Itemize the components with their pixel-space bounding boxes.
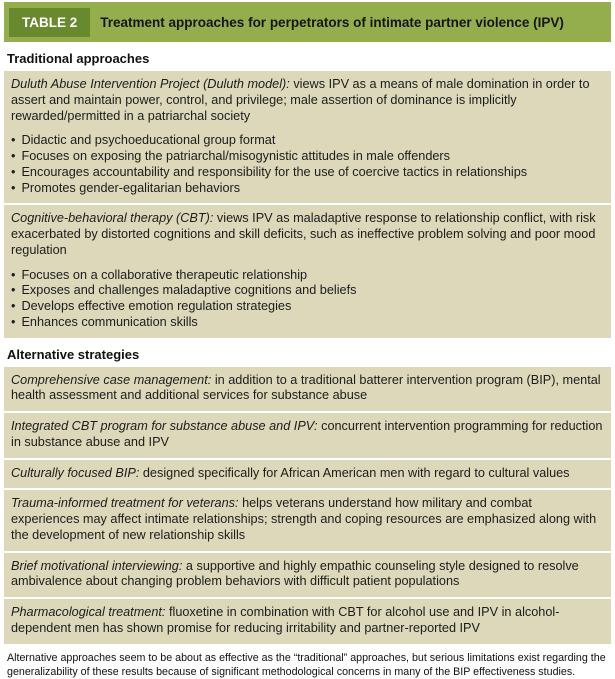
bullet-icon (11, 268, 21, 284)
traditional-rows (4, 71, 611, 338)
alternative-rows (4, 367, 611, 644)
feature-text: Focuses on a collaborative therapeutic relationship (21, 267, 308, 282)
treatment-description (11, 373, 603, 405)
treatment-description (11, 559, 603, 591)
feature-text: Promotes gender-egalitarian behaviors (21, 180, 241, 195)
treatment-name: Comprehensive case management: (11, 372, 212, 387)
treatment-description (11, 605, 603, 637)
feature-item (11, 165, 603, 181)
table-header (4, 2, 611, 42)
bullet-icon (11, 299, 21, 315)
treatment-row-pharmacological (4, 599, 611, 644)
treatment-detail: fluoxetine in combination with CBT for alcohol use and IPV in alcohol-dependent men has shown promise for reducing irritability and partner-reported IPV (11, 605, 560, 635)
feature-list (11, 133, 603, 196)
treatment-row-integrated-cbt (4, 413, 611, 458)
feature-item (11, 268, 603, 284)
feature-text: Develops effective emotion regulation strategies (21, 299, 292, 313)
feature-item (11, 299, 603, 315)
section-traditional (4, 42, 611, 338)
feature-item (11, 283, 603, 299)
treatment-description (11, 211, 603, 258)
treatment-row-motivational-interviewing (4, 553, 611, 598)
treatment-row-duluth (4, 71, 611, 203)
treatment-detail: designed specifically for African American men with regard to cultural values (142, 465, 570, 480)
treatment-name: Culturally focused BIP: (11, 465, 140, 480)
table-title: Treatment approaches for perpetrators of intimate partner violence (IPV) (100, 14, 564, 30)
treatment-name: Integrated CBT program for substance abuse and IPV: (11, 419, 318, 433)
feature-text: Enhances communication skills (21, 314, 198, 329)
treatment-detail: views IPV as a means of male domination in order to assert and maintain power, control, and privilege; male assertion of dominance is implicitly rewarded/permitted in a patriarchal society (11, 77, 590, 123)
bullet-icon (11, 283, 21, 299)
treatment-row-trauma-informed (4, 490, 611, 550)
treatment-detail: concurrent intervention programming for reduction in substance abuse and IPV (11, 419, 603, 449)
section-alternative (4, 338, 611, 644)
feature-text: Focuses on exposing the patriarchal/misogynistic attitudes in male offenders (21, 149, 451, 163)
feature-item (11, 133, 603, 149)
treatment-description (11, 419, 603, 451)
feature-list (11, 268, 603, 331)
treatment-detail: helps veterans understand how military and combat experiences may affect intimate relationships; strength and coping resources are emphasized along with the development of new relationship skills (11, 496, 597, 542)
treatment-detail: views IPV as maladaptive response to relationship conflict, with risk exacerbated by distorted cognitions and skill deficits, such as ineffective problem solving and poor mood regulation (11, 211, 596, 257)
table-number-badge: TABLE 2 (9, 8, 90, 37)
treatment-detail: in addition to a traditional batterer intervention program (BIP), mental health assessment and additional services for substance abuse (11, 372, 601, 403)
feature-item (11, 315, 603, 331)
bullet-icon (11, 181, 21, 197)
treatment-name: Trauma-informed treatment for veterans: (11, 496, 239, 511)
treatment-row-cbt (4, 205, 611, 337)
bullet-icon (11, 149, 21, 165)
bullet-icon (11, 165, 21, 181)
bullet-icon (11, 133, 21, 149)
treatment-name: Duluth Abuse Intervention Project (Duluth model): (11, 77, 290, 91)
feature-item (11, 181, 603, 197)
treatment-name: Pharmacological treatment: (11, 605, 166, 619)
treatment-description (11, 77, 603, 124)
treatment-row-case-management (4, 367, 611, 412)
treatment-description (11, 496, 603, 543)
feature-text: Encourages accountability and responsibility for the use of coercive tactics in relationships (21, 164, 528, 179)
section-heading-traditional: Traditional approaches (7, 51, 150, 66)
feature-text: Didactic and psychoeducational group format (21, 133, 276, 148)
treatment-detail: a supportive and highly empathic counseling style designed to resolve ambivalence about changing problem behaviors with difficult patient populations (11, 558, 579, 589)
treatment-name: Brief motivational interviewing: (11, 558, 183, 573)
bullet-icon (11, 315, 21, 331)
section-heading-alternative: Alternative strategies (7, 346, 140, 362)
feature-item (11, 149, 603, 165)
treatment-description (11, 466, 603, 482)
treatment-row-culturally-focused (4, 460, 611, 489)
feature-text: Exposes and challenges maladaptive cognitions and beliefs (21, 283, 357, 298)
table-footnote: Alternative approaches seem to be about as effective as the “traditional” approaches, but serious limitations exist regarding the generalizability of these results because of significant methodological concerns in many of the BIP effectiveness studies. (7, 651, 606, 678)
treatment-name: Cognitive-behavioral therapy (CBT): (11, 211, 214, 226)
